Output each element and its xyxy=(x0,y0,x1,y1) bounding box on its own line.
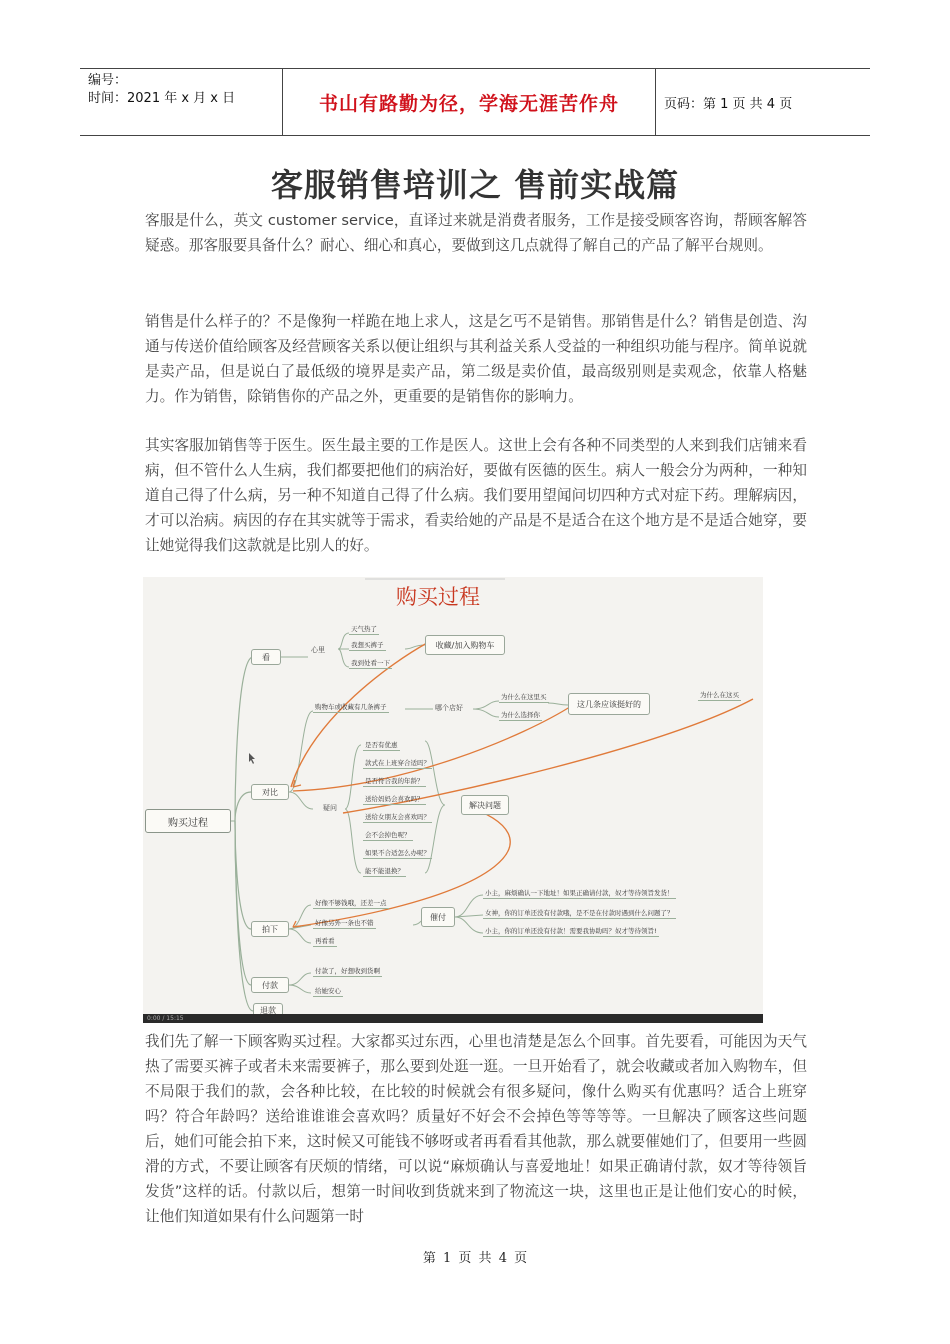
player-time: 0:00 / 15:15 xyxy=(147,1015,184,1022)
paragraph-4: 我们先了解一下顾客购买过程。大家都买过东西，心里也清楚是怎么个回事。首先要看，可能因为天气热了需要买裤子或者未来需要裤子，那么要到处逛一逛。一旦开始看了，就会收藏或者加入购物车，但不局限于我们的款，会各种比较，在比较的时候就会有很多疑问，像什么购买有优惠吗？适合上班穿吗？符合年龄吗？送给谁谁谁会喜欢吗？质量好不好会不会掉色等等等等。一旦解决了顾客这些问题后，她们可能会拍下来，这时候又可能钱不够呀或者再看看其他款，那么就要催她们了，但要用一些圆滑的方式，不要让顾客有厌烦的情绪，可以说“麻烦确认与喜爱地址！如果正确请付款，奴才等待领旨发货”这样的话。付款以后，想第一时间收到货就来到了物流这一块，这里也正是让他们安心的时候，让他们知道如果有什么问题第一时 xyxy=(145,1033,807,1225)
document-title: 客服销售培训之 售前实战篇 xyxy=(270,166,680,204)
order-item: 好像另外一条也不错 xyxy=(315,919,374,927)
paragraph-2: 销售是什么样子的？不是像狗一样跪在地上求人，这是乞丐不是销售。那销售是什么？销售是创造、沟通与传送价值给顾客及经营顾客关系以便让组织与其利益关系人受益的一种组织功能与程序。简单说就是卖产品，但是说白了最低级的境界是卖产品，第二级是卖价值，最高级别则是卖观念，依靠人格魅力。作为销售，除销售你的产品之外，更重要的是销售你的影响力。 xyxy=(145,313,807,405)
look-heart-label: 心里 xyxy=(311,646,325,654)
branch-pay: 付款 xyxy=(251,977,289,993)
page-header xyxy=(80,68,870,136)
question-item: 送给妈妈会喜欢吗？ xyxy=(365,795,424,803)
serial-label: 编号： xyxy=(88,73,128,88)
question-item: 会不会掉色呢？ xyxy=(365,831,411,839)
header-meta xyxy=(80,69,283,135)
which-store-label: 哪个店好 xyxy=(435,704,463,712)
branch-compare: 对比 xyxy=(251,784,289,800)
look-item: 天气热了 xyxy=(351,625,377,633)
urge-reply: 女神，你的订单还没有付款哦，是不是在付款时遇到什么问题了？ xyxy=(485,909,674,917)
order-item: 再看看 xyxy=(315,937,335,945)
question-item: 如果不合适怎么办呢？ xyxy=(365,849,430,857)
purchase-process-mindmap xyxy=(143,577,763,1023)
why-buy-here: 为什么在这里买 xyxy=(501,693,547,701)
time-label: 时间：2021 年 x 月 x 日 xyxy=(88,91,236,106)
page-footer: 第 1 页 共 4 页 xyxy=(422,1251,528,1266)
branch-order: 拍下 xyxy=(251,921,289,937)
why-choose-you: 为什么选择你 xyxy=(501,711,540,719)
urge-reply: 小主，麻烦确认一下地址！如果正确请付款，奴才等待领旨发货！ xyxy=(485,889,674,897)
question-item: 能不能退换？ xyxy=(365,867,404,875)
video-player-bar[interactable] xyxy=(143,1014,763,1023)
mindmap-root: 购买过程 xyxy=(145,809,231,833)
urge-reply: 小主，你的订单还没有付款！需要我协助吗？奴才等待领旨! xyxy=(485,927,657,935)
pay-item: 给她安心 xyxy=(315,987,341,995)
mindmap-title: 购买过程 xyxy=(396,585,480,609)
question-item: 送给女朋友会喜欢吗？ xyxy=(365,813,430,821)
solve-problem-box: 解决问题 xyxy=(461,795,509,815)
question-item: 款式在上班穿合适吗？ xyxy=(365,759,430,767)
branch-refund: 退款 xyxy=(253,1003,283,1017)
branch-look: 看 xyxy=(251,649,281,665)
paragraph-1: 客服是什么，英文 customer service，直译过来就是消费者服务，工作是接受顾客咨询，帮顾客解答疑惑。那客服要具备什么？耐心、细心和真心，要做到这几点就得了解自己的产品了解平台规则。 xyxy=(145,212,807,254)
look-item: 我想买裤子 xyxy=(351,641,384,649)
look-result-box: 收藏/加入购物车 xyxy=(425,635,505,655)
paragraph-3: 其实客服加销售等于医生。医生最主要的工作是医人。这世上会有各种不同类型的人来到我们店铺来看病，但不管什么人生病，我们都要把他们的病治好，要做有医德的医生。病人一般会分为两种，一种知道自己得了什么病，另一种不知道自己得了什么病。我们要用望闻问切四种方式对症下药。理解病因，才可以治病。病因的存在其实就等于需求，看卖给她的产品是不是适合在这个地方是不是适合她穿，要让她觉得我们这款就是比别人的好。 xyxy=(145,437,807,554)
pay-item: 付款了，好想收到货啊 xyxy=(315,967,380,975)
header-motto: 书山有路勤为径，学海无涯苦作舟 xyxy=(283,69,656,135)
good-box: 这几条应该挺好的 xyxy=(568,693,650,715)
question-label: 疑问 xyxy=(323,804,337,812)
question-item: 是否有优惠 xyxy=(365,741,398,749)
look-item: 我到处看一下 xyxy=(351,659,390,667)
compare-cart-item: 购物车或收藏有几条裤子 xyxy=(315,703,387,711)
urge-pay-box: 催付 xyxy=(421,907,455,927)
why-here-label: 为什么在这买 xyxy=(700,691,739,699)
header-page-info: 页码：第 1 页 共 4 页 xyxy=(664,96,793,112)
question-item: 是否符合我的年龄？ xyxy=(365,777,424,785)
order-item: 好像不够钱哦，还差一点 xyxy=(315,899,387,907)
